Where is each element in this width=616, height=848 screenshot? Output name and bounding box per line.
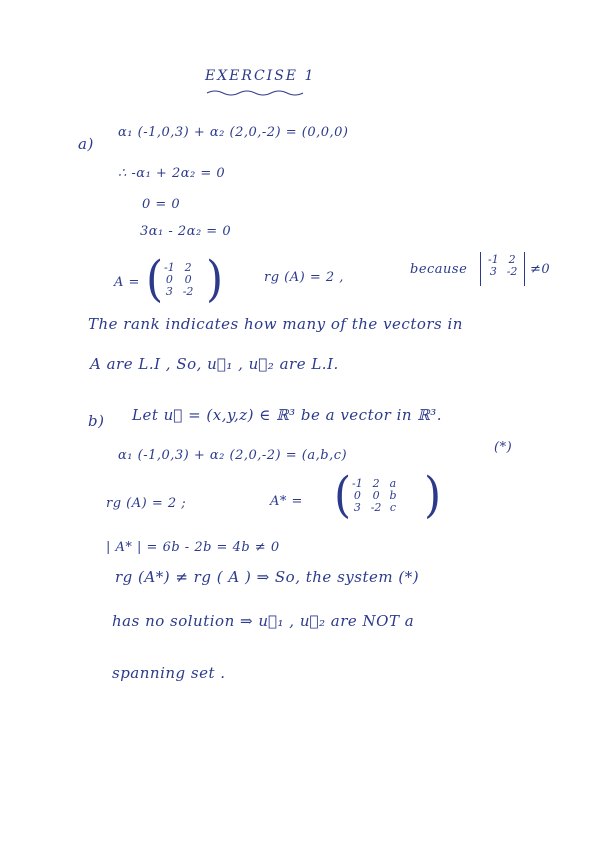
matrix-a-star-cell: -2 [370,501,382,514]
matrix-a-star-cell: a [389,477,397,490]
det-a-row [484,266,521,278]
system-eq-3: 3α₁ - 2α₂ = 0 [140,224,232,239]
det-a-cell: 2 [508,253,516,266]
matrix-star-left-paren: ( [334,467,352,524]
system-eq-1: ∴ -α₁ + 2α₂ = 0 [118,166,226,181]
matrix-a-star-cell: 2 [372,477,380,490]
matrix-a-star-row [348,502,400,514]
matrix-a-star-cell: 0 [372,489,380,502]
det-a-cell: 3 [489,265,497,278]
star-label: (*) [494,440,513,455]
matrix-star-right-paren: ) [424,467,442,524]
matrix-a-cell: -1 [164,261,175,274]
matrix-right-paren: ) [206,251,224,308]
det-left-bar [480,252,481,286]
det-a-cell: -1 [488,253,499,266]
spanning-set-line: spanning set . [112,664,226,682]
let-statement: Let u⃗ = (x,y,z) ∈ ℝ³ be a vector in ℝ³. [132,406,443,424]
rank-a: rg (A) = 2 , [264,270,344,285]
matrix-a-star-cell: c [389,501,397,514]
rank-comparison: rg (A*) ≠ rg ( A ) ⇒ So, the system (*) [115,568,420,586]
exercise-title: EXERCISE 1 [205,68,316,84]
part-a-label: a) [78,135,94,153]
det-table [484,254,521,278]
matrix-left-paren: ( [146,251,164,308]
system-eq-2: 0 = 0 [142,197,181,212]
matrix-a-row [160,286,197,298]
matrix-a-cell: -2 [182,285,194,298]
aug-matrix-label: A* = [270,494,303,509]
det-neq-zero: ≠0 [530,262,551,277]
matrix-a-star-cell: -1 [352,477,363,490]
part-b-label: b) [88,412,105,430]
part-b-equation: α₁ (-1,0,3) + α₂ (2,0,-2) = (a,b,c) [118,448,348,463]
rank-a-b: rg (A) = 2 ; [106,496,187,511]
because-text: because [410,262,468,277]
title-underline [205,88,305,98]
conclusion-line-1: The rank indicates how many of the vectors in [88,315,463,333]
det-a-cell: -2 [506,265,518,278]
matrix-a-cell: 0 [184,273,192,286]
matrix-a-star-cell: 0 [353,489,361,502]
det-right-bar [524,252,525,286]
matrix-a-star [334,467,444,524]
matrix-a-cell: 0 [165,273,173,286]
matrix-a-cell: 2 [184,261,192,274]
matrix-a-star-cell: b [389,489,397,502]
matrix-a-star-cell: 3 [353,501,361,514]
matrix-a-label: A = [114,275,140,290]
matrix-a [146,251,226,308]
part-a-equation: α₁ (-1,0,3) + α₂ (2,0,-2) = (0,0,0) [118,125,349,140]
matrix-a-table [160,262,197,298]
conclusion-line-2: A are L.I , So, u⃗₁ , u⃗₂ are L.I. [90,355,339,373]
matrix-a-star-table [348,478,400,514]
matrix-a-cell: 3 [165,285,173,298]
no-solution-line: has no solution ⇒ u⃗₁ , u⃗₂ are NOT a [112,612,415,630]
determinant-a-star: | A* | = 6b - 2b = 4b ≠ 0 [106,540,280,555]
